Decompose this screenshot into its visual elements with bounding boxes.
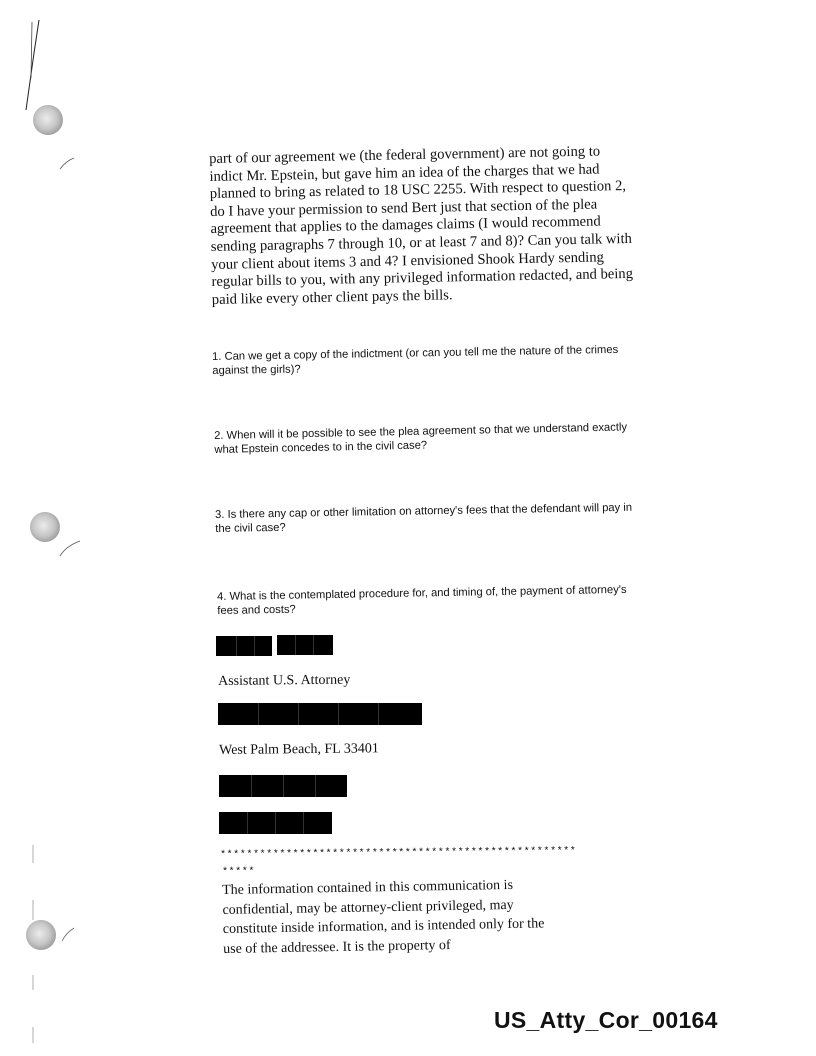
question-2: 2. When will it be possible to see the plea agreement so that we understand exactly what Epstein concedes to in the civil case?: [214, 421, 628, 456]
redacted-fax-block: [219, 812, 332, 834]
redacted-name-block: [216, 636, 272, 656]
signature-city-line: West Palm Beach, FL 33401: [219, 741, 379, 758]
question-4: 4. What is the contemplated procedure for, and timing of, the payment of attorney's fees and costs?: [217, 583, 627, 617]
confidentiality-notice: The information contained in this communication is confidential, may be attorney-client privileged, may constitute inside information, and is intended only for the use of the addressee. It is the property of: [222, 877, 545, 957]
email-body-paragraph: part of our agreement we (the federal government) are not going to indict Mr. Epstein, but gave him an idea of the charges that we had planned to bring as related to 18 USC 2255. With respect to question 2, do I have your permission to send Bert just that section of the plea agreement that applies to the damages claims (I would recommend sending paragraphs 7 through 10, or at least 7 and 8)? Can you talk with your client about items 3 and 4? I envisioned Shook Hardy sending regular bills to you, with any privileged information redacted, and being paid like every other client pays the bills.: [209, 143, 634, 308]
scan-edge-mark: [30, 845, 36, 1045]
redacted-name-block: [277, 635, 333, 655]
scan-tick-mark: [58, 538, 84, 558]
scan-tick-mark: [60, 925, 78, 943]
redacted-phone-block: [219, 775, 347, 797]
punch-hole-top: [33, 105, 63, 135]
separator-asterisks-continued: *****: [222, 866, 256, 878]
scan-tick-mark: [58, 155, 78, 171]
separator-asterisks: ******************************************************: [220, 846, 577, 861]
question-1: 1. Can we get a copy of the indictment (or can you tell me the nature of the crimes against the girls)?: [212, 343, 619, 377]
bates-number: US_Atty_Cor_00164: [494, 1007, 718, 1033]
punch-hole-middle: [30, 512, 60, 542]
redacted-address-block: [218, 703, 422, 725]
signature-title: Assistant U.S. Attorney: [218, 672, 351, 689]
question-3: 3. Is there any cap or other limitation on attorney's fees that the defendant will pay in the civil case?: [215, 501, 633, 535]
scan-streak-mark: [14, 18, 44, 113]
